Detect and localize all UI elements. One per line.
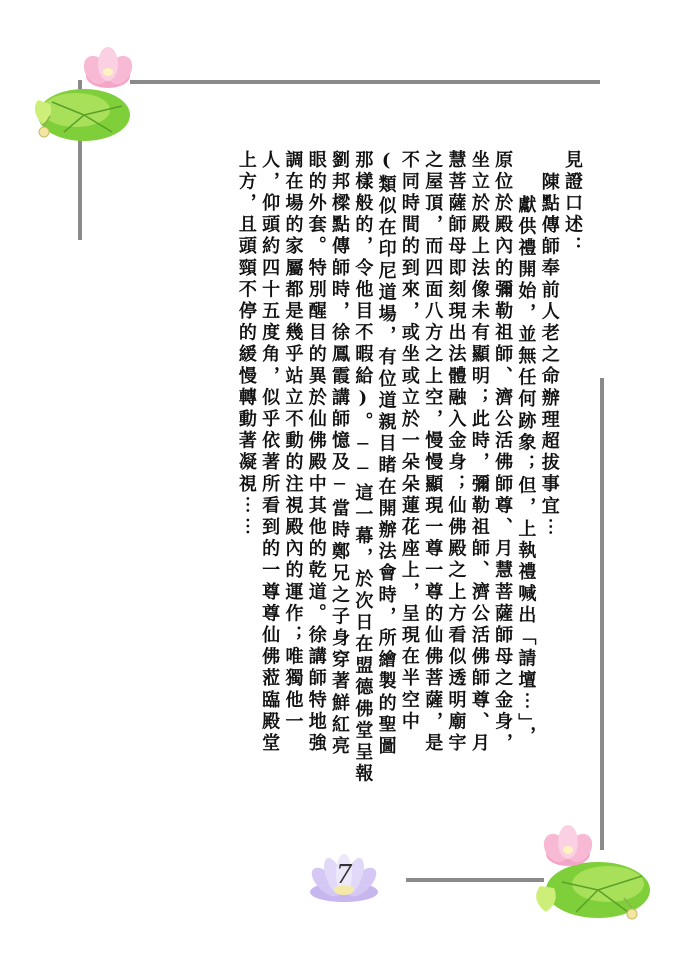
page-number: 7 bbox=[335, 860, 353, 890]
subheading-column: 陳點傳師奉前人老之命辦理超拔事宜⋯ bbox=[538, 172, 560, 540]
heading-column: 見證口述： bbox=[562, 150, 583, 258]
vertical-text-block bbox=[118, 150, 584, 830]
page-number-badge bbox=[306, 852, 382, 908]
text-column: 調在場的家屬都是幾乎站立不動的注視殿內的運作；唯獨他一 bbox=[282, 150, 304, 734]
text-column: 上方，且頭頸不停的緩慢轉動著凝視⋯⋯ bbox=[235, 150, 257, 539]
text-column: (類似在印尼道場，有位道親目睹在開辦法會時，所繪製的聖圖 bbox=[375, 150, 397, 758]
text-column: 人，仰頭約四十五度角，似乎依著所看到的一尊尊仙佛蒞臨殿堂 bbox=[259, 150, 281, 755]
frame-top-line bbox=[130, 80, 600, 84]
text-column: 眼的外套。特別醒目的異於仙佛殿中其他的乾道。徐講師特地強 bbox=[305, 150, 327, 755]
text-column: 之屋頂，而四面八方之上空，慢慢顯現一尊一尊的仙佛菩薩，是 bbox=[422, 150, 444, 755]
text-column: 不同時間的到來，或坐或立於一朵朵蓮花座上，呈現在半空中 bbox=[398, 150, 420, 734]
text-column: 原位於殿內的彌勒祖師、濟公活佛師尊、月慧菩薩師母之金身， bbox=[492, 150, 514, 755]
frame-right-line bbox=[600, 378, 604, 850]
lotus-decoration-top-left-icon bbox=[24, 40, 154, 150]
text-column: 坐立於殿上法像未有顯明；此時，彌勒祖師、濟公活佛師尊、月 bbox=[468, 150, 490, 755]
text-column: 那樣般的，令他目不暇給)。──這一幕，於次日在盟德佛堂呈報 bbox=[352, 150, 374, 786]
text-column: 獻供禮開始，並無任何跡象；但，上執禮喊出「請壇⋯」， bbox=[515, 195, 537, 748]
text-column: 慧菩薩師母即刻現出法體融入金身；仙佛殿之上方看似透明廟宇 bbox=[445, 150, 467, 755]
text-column: 劉邦樑點傳師時，徐鳳霞講師憶及─當時鄭兄之子身穿著鮮紅亮 bbox=[329, 150, 351, 758]
